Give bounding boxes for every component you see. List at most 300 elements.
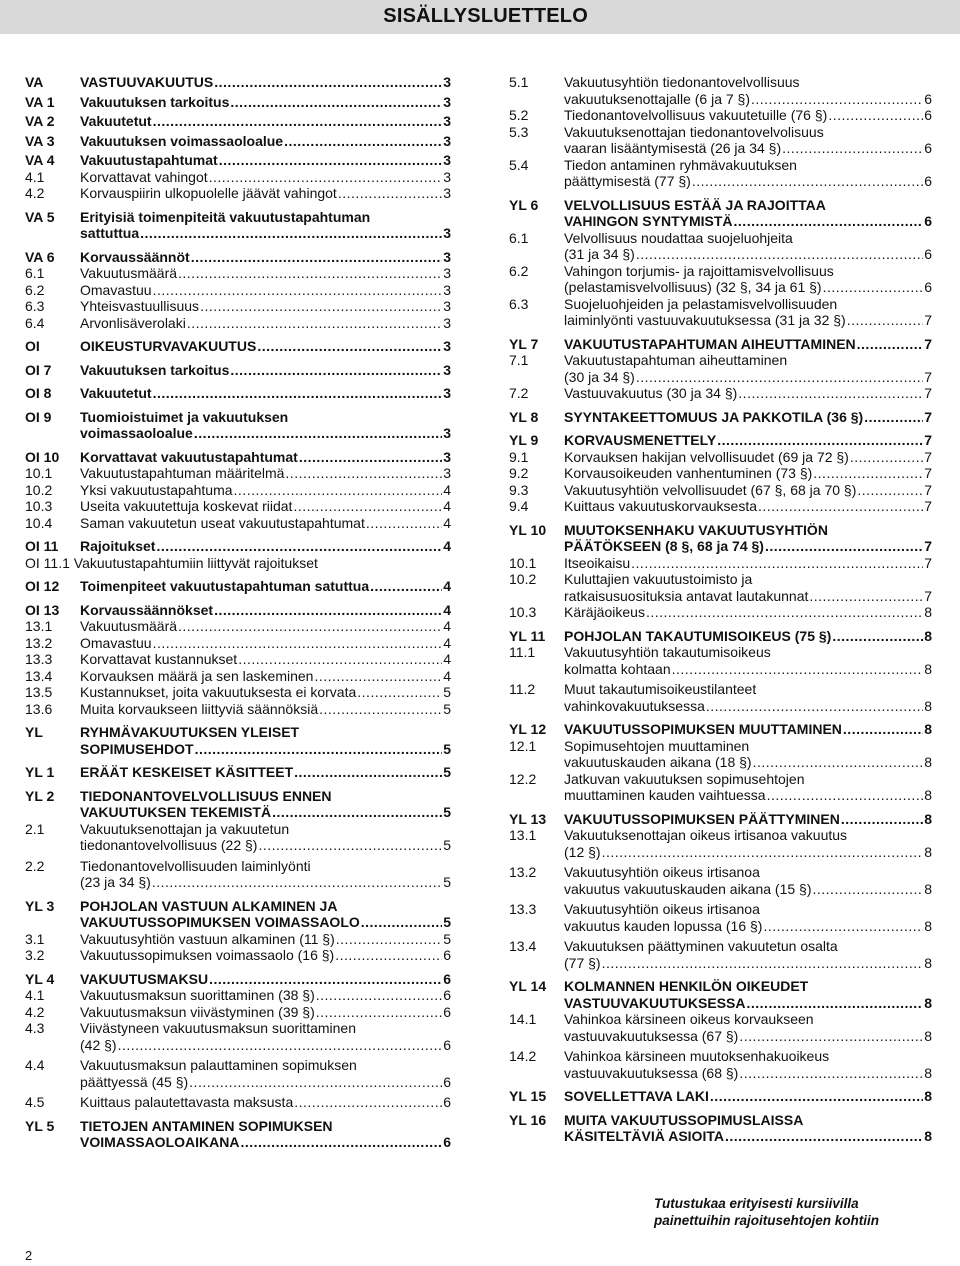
toc-text: Korvauksen hakijan velvollisuudet (69 ja 72 §) — [564, 448, 849, 465]
toc-entry — [509, 157, 932, 190]
dot-leader — [200, 298, 442, 315]
dot-leader — [314, 668, 442, 685]
toc-page-number: 6 — [443, 1094, 451, 1110]
toc-text: Vakuutetut — [80, 385, 152, 401]
toc-number: 10.3 — [509, 604, 537, 620]
toc-text: laiminlyönti vastuuvakuutuksessa (31 ja 32 §) — [564, 312, 846, 328]
toc-page-number: 8 — [924, 954, 932, 971]
dot-leader — [843, 721, 923, 738]
dot-leader — [230, 362, 442, 379]
toc-text: Vakuutustapahtumat — [80, 152, 218, 168]
toc-number: VA 2 — [25, 113, 55, 129]
toc-page-number: 3 — [443, 448, 451, 465]
toc-number: 13.2 — [509, 864, 537, 880]
dot-leader — [178, 618, 442, 635]
dot-leader — [828, 107, 923, 124]
dot-leader — [294, 764, 442, 781]
toc-text: tiedonantovelvollisuus (22 §) — [80, 837, 258, 853]
toc-entry — [509, 1088, 932, 1105]
toc-text: päättymisestä (77 §) — [564, 173, 691, 189]
toc-text: VAKUUTUSMAKSU — [80, 970, 209, 987]
toc-page-number: 5 — [443, 804, 451, 820]
dot-leader — [357, 684, 442, 701]
toc-page-number: 4 — [443, 538, 451, 554]
toc-number: 13.3 — [509, 901, 537, 917]
toc-text: Rajoitukset — [80, 538, 156, 554]
toc-text: Vakuutuksen päättyminen vakuutetun osalta — [564, 938, 838, 954]
dot-leader — [299, 449, 442, 466]
toc-entry — [25, 1094, 451, 1111]
toc-entry — [509, 938, 932, 971]
dot-leader — [631, 555, 923, 572]
toc-page-number: 6 — [443, 1003, 451, 1020]
toc-page-number: 6 — [924, 140, 932, 156]
toc-page-number: 4 — [443, 601, 451, 618]
toc-entry — [25, 668, 451, 685]
toc-page-number: 3 — [443, 185, 451, 201]
toc-page-number: 3 — [443, 425, 451, 441]
dot-leader — [257, 338, 442, 355]
toc-page-number: 5 — [443, 700, 451, 717]
toc-entry — [25, 651, 451, 668]
toc-page-number: 6 — [443, 1036, 451, 1053]
dot-leader — [602, 955, 924, 972]
toc-text: Vakuutusyhtiön takautumisoikeus — [564, 644, 771, 660]
toc-page-number: 8 — [924, 1128, 932, 1144]
toc-page-number: 4 — [443, 514, 451, 531]
toc-text: Vakuutustapahtuman aiheuttaminen — [564, 352, 788, 368]
toc-text: SOVELLETTAVA LAKI — [564, 1088, 709, 1104]
dot-leader — [841, 811, 923, 828]
dot-leader — [118, 1037, 443, 1054]
toc-text: VAKUUTUSTAPAHTUMAN AIHEUTTAMINEN — [564, 335, 856, 352]
toc-page-number: 3 — [443, 74, 451, 90]
toc-text: vastuuvakuutuksessa (67 §) — [564, 1027, 739, 1044]
toc-entry — [509, 522, 932, 555]
dot-leader — [238, 651, 442, 668]
toc-text: vahinkovakuutuksessa — [564, 697, 705, 714]
dot-leader — [209, 169, 443, 186]
toc-page-number: 8 — [924, 754, 932, 770]
toc-page-number: 3 — [443, 465, 451, 481]
dot-leader — [156, 538, 442, 555]
toc-page-number: 8 — [924, 660, 932, 677]
toc-text: Vakuutustapahtumiin liittyvät rajoitukset — [73, 554, 318, 571]
toc-number: 2.2 — [25, 857, 45, 874]
dot-leader — [857, 482, 923, 499]
toc-text: Käräjäoikeus — [564, 604, 645, 620]
toc-entry — [509, 336, 932, 353]
toc-number: 9.1 — [509, 448, 529, 465]
toc-text: Omavastuu — [80, 634, 152, 651]
toc-text: ratkaisusuosituksia antavat lautakunnat — [564, 587, 809, 604]
toc-page-number: 7 — [924, 587, 932, 604]
toc-left-column — [25, 74, 451, 1151]
toc-text: ERÄÄT KESKEISET KÄSITTEET — [80, 764, 294, 780]
toc-page-number: 7 — [924, 448, 932, 465]
toc-text: Velvollisuus noudattaa suojeluohjeita — [564, 229, 793, 246]
toc-entry — [25, 515, 451, 532]
toc-number: 13.4 — [25, 667, 53, 684]
dot-leader — [153, 635, 443, 652]
toc-number: 13.5 — [25, 684, 53, 700]
toc-number: VA — [25, 74, 44, 90]
toc-page-number: 3 — [443, 168, 451, 185]
toc-entry — [509, 811, 932, 828]
dot-leader — [335, 947, 442, 964]
toc-number: YL 7 — [509, 335, 539, 352]
toc-page-number: 4 — [443, 651, 451, 667]
toc-text: (77 §) — [564, 954, 601, 971]
toc-page-number: 8 — [924, 627, 932, 644]
dot-leader — [672, 661, 924, 678]
toc-text: Korvauksen määrä ja sen laskeminen — [80, 667, 314, 684]
toc-entry — [25, 947, 451, 964]
toc-text: Korvattavat vahingot — [80, 168, 208, 185]
toc-number: 3.2 — [25, 947, 45, 963]
toc-entry — [25, 618, 451, 635]
toc-number: 4.1 — [25, 168, 45, 185]
toc-number: OI — [25, 338, 40, 354]
toc-number: OI 11 — [25, 538, 59, 554]
toc-text: päättyessä (45 §) — [80, 1073, 189, 1090]
toc-page-number: 3 — [443, 113, 451, 129]
toc-number: 5.4 — [509, 156, 529, 173]
toc-number: YL 16 — [509, 1111, 547, 1128]
toc-entry — [25, 555, 451, 572]
toc-text: Vakuutusmaksun suorittaminen (38 §) — [80, 987, 315, 1003]
toc-page-number: 7 — [924, 465, 932, 481]
toc-number: 4.1 — [25, 987, 45, 1003]
toc-number: VA 6 — [25, 248, 55, 265]
toc-text: Tiedonantovelvollisuus vakuutetuille (76 §) — [564, 107, 828, 123]
toc-text: Vakuutusmäärä — [80, 265, 178, 281]
dot-leader — [187, 315, 442, 332]
toc-entry — [509, 107, 932, 124]
toc-number: 4.5 — [25, 1094, 45, 1110]
toc-text: sattuttua — [80, 225, 140, 241]
toc-page-number: 8 — [924, 1064, 932, 1081]
toc-number: OI 10 — [25, 448, 60, 465]
dot-leader — [361, 914, 442, 931]
toc-entry — [509, 385, 932, 402]
dot-leader — [195, 741, 443, 758]
toc-text: vastuuvakuutuksessa (68 §) — [564, 1064, 739, 1081]
toc-entry — [25, 209, 451, 242]
toc-text: Omavastuu — [80, 281, 152, 298]
toc-text: Tiedonantovelvollisuuden laiminlyönti — [80, 857, 311, 874]
toc-text: Useita vakuutettuja koskevat riidat — [80, 498, 293, 514]
toc-text: MUITA VAKUUTUSSOPIMUSLAISSA — [564, 1111, 804, 1128]
toc-number: 4.4 — [25, 1057, 45, 1073]
dot-leader — [178, 265, 442, 282]
dot-leader — [710, 1088, 923, 1105]
toc-number: VA 5 — [25, 208, 55, 225]
dot-leader — [832, 628, 923, 645]
dot-leader — [782, 140, 923, 157]
dot-leader — [813, 881, 924, 898]
toc-entry — [509, 432, 932, 449]
toc-entry — [25, 298, 451, 315]
dot-leader — [706, 698, 923, 715]
toc-number: 11.1 — [509, 644, 536, 660]
toc-page-number: 8 — [924, 1027, 932, 1044]
toc-number: YL 10 — [509, 521, 547, 538]
toc-number: 4.3 — [25, 1020, 45, 1036]
toc-number: YL 9 — [509, 432, 539, 448]
toc-number: 12.2 — [509, 770, 537, 787]
toc-text: Vakuutusmäärä — [80, 618, 178, 634]
dot-leader — [194, 425, 442, 442]
toc-page-number: 5 — [443, 874, 451, 890]
toc-entry — [25, 788, 451, 821]
toc-page-number: 5 — [443, 837, 451, 853]
toc-text: Vakuutuksen tarkoitus — [80, 361, 230, 378]
toc-entry — [25, 133, 451, 150]
toc-page-number: 4 — [443, 667, 451, 684]
dot-leader — [293, 498, 442, 515]
page-title: SISÄLLYSLUETTELO — [383, 5, 588, 27]
dot-leader — [758, 498, 923, 515]
toc-text: Korvaussäännökset — [80, 601, 214, 618]
dot-leader — [809, 588, 923, 605]
toc-page-number: 7 — [924, 498, 932, 514]
toc-text: POHJOLAN TAKAUTUMISOIKEUS (75 §) — [564, 627, 832, 644]
toc-text: Vakuutusyhtiön tiedonantovelvollisuus — [564, 74, 800, 90]
toc-page-number: 8 — [924, 843, 932, 860]
toc-page-number: 5 — [443, 740, 451, 757]
toc-text: (31 ja 34 §) — [564, 246, 635, 262]
toc-entry — [25, 858, 451, 891]
toc-page-number: 3 — [443, 385, 451, 401]
toc-page-number: 7 — [924, 408, 932, 425]
toc-page-number: 7 — [924, 481, 932, 498]
dot-leader — [214, 74, 442, 91]
toc-text: Kuittaus palautettavasta maksusta — [80, 1094, 294, 1110]
toc-text: muuttaminen kauden vaihtuessa — [564, 787, 766, 803]
toc-number: 6.2 — [509, 262, 529, 279]
toc-number: 6.3 — [509, 295, 529, 312]
dot-leader — [370, 578, 442, 595]
toc-number: 13.6 — [25, 700, 53, 717]
note-line: painettuihin rajoitusehtojen kohtiin — [654, 1212, 879, 1228]
toc-entry — [25, 578, 451, 595]
toc-entry-inline — [25, 555, 451, 572]
dot-leader — [692, 173, 923, 190]
toc-text: Viivästyneen vakuutusmaksun suorittaminen — [80, 1020, 357, 1036]
dot-leader — [823, 279, 924, 296]
toc-number: 3.1 — [25, 930, 45, 947]
toc-text: Erityisiä toimenpiteitä vakuutustapahtuman — [80, 208, 371, 225]
toc-number: OI 13 — [25, 601, 60, 618]
toc-text: Vakuutuksenottajan ja vakuutetun — [80, 820, 290, 837]
toc-number: 14.1 — [509, 1011, 537, 1027]
toc-text: Yhteisvastuullisuus — [80, 298, 200, 314]
toc-text: Vahingon torjumis- ja rajoittamisvelvollisuus — [564, 262, 834, 279]
toc-page-number: 4 — [443, 481, 451, 498]
toc-text: Vakuutusyhtiön oikeus irtisanoa — [564, 864, 760, 880]
toc-page-number: 8 — [924, 880, 932, 897]
toc-number: 5.2 — [509, 107, 529, 123]
toc-page-number: 6 — [924, 213, 932, 229]
toc-number: 4.2 — [25, 185, 45, 201]
toc-text: Sopimusehtojen muuttaminen — [564, 737, 750, 754]
toc-page-number: 3 — [443, 152, 451, 168]
toc-text: vakuutus vakuutuskauden aikana (15 §) — [564, 880, 812, 897]
toc-number: YL 5 — [25, 1117, 55, 1134]
toc-text: MUUTOKSENHAKU VAKUUTUSYHTIÖN — [564, 521, 828, 538]
toc-text: Arvonlisäverolaki — [80, 314, 186, 331]
toc-text: (30 ja 34 §) — [564, 368, 635, 385]
toc-number: YL 6 — [509, 196, 539, 213]
toc-entry — [509, 628, 932, 645]
toc-entry — [25, 94, 451, 111]
dot-leader — [209, 971, 442, 988]
toc-entry — [25, 724, 451, 757]
toc-text: vakuutus kauden lopussa (16 §) — [564, 917, 763, 934]
toc-text: VAKUUTUSSOPIMUKSEN MUUTTAMINEN — [564, 721, 842, 737]
toc-entry — [25, 362, 451, 379]
toc-text: Vakuutusyhtiön vastuun alkaminen (11 §) — [80, 930, 335, 947]
toc-entry — [509, 604, 932, 621]
toc-page-number: 6 — [443, 987, 451, 1003]
dot-leader — [258, 837, 442, 854]
toc-entry — [25, 338, 451, 355]
toc-page-number: 3 — [443, 248, 451, 265]
toc-text: (23 ja 34 §) — [80, 874, 151, 890]
toc-number: 13.1 — [509, 827, 537, 843]
toc-number: 14.2 — [509, 1048, 537, 1064]
toc-number: YL — [25, 724, 43, 740]
toc-text: Yksi vakuutustapahtuma — [80, 481, 233, 498]
toc-text: Vakuutuksenottajan tiedonantovelvolisuus — [564, 123, 824, 140]
toc-entry — [25, 482, 451, 499]
toc-number: 10.4 — [25, 514, 53, 531]
dot-leader — [284, 133, 442, 150]
dot-leader — [602, 844, 924, 861]
toc-page-number: 3 — [443, 361, 451, 378]
toc-entry — [509, 571, 932, 604]
toc-number: OI 9 — [25, 408, 52, 425]
toc-text: Vakuutusmaksun viivästyminen (39 §) — [80, 1003, 315, 1020]
note-line: Tutustukaa erityisesti kursiivilla — [654, 1196, 859, 1211]
toc-number: 4.2 — [25, 1003, 45, 1020]
toc-page-number: 7 — [924, 368, 932, 385]
toc-text: Jatkuvan vakuutuksen sopimusehtojen — [564, 770, 805, 787]
dot-leader — [813, 465, 923, 482]
toc-text: Muut takautumisoikeustilanteet — [564, 681, 757, 697]
toc-page-number: 8 — [924, 994, 932, 1011]
toc-page-number: 7 — [924, 432, 932, 448]
dot-leader — [738, 385, 923, 402]
restriction-note — [654, 1196, 879, 1229]
dot-leader — [739, 1028, 923, 1045]
toc-entry — [25, 249, 451, 266]
toc-page-number: 3 — [443, 132, 451, 149]
toc-number: 11.2 — [509, 681, 536, 697]
toc-page-number: 3 — [443, 265, 451, 281]
toc-page-number: 8 — [924, 1088, 932, 1104]
toc-number: 6.4 — [25, 314, 45, 331]
toc-page-number: 6 — [443, 947, 451, 963]
toc-text: Vakuutuksen tarkoitus — [80, 93, 230, 110]
toc-text: Vastuuvakuutus (30 ja 34 §) — [564, 385, 738, 401]
toc-page-number: 7 — [924, 538, 932, 554]
toc-entry — [509, 827, 932, 860]
toc-entry — [509, 738, 932, 771]
toc-entry — [25, 602, 451, 619]
dot-leader — [219, 152, 443, 169]
toc-text: vakuutuskauden aikana (18 §) — [564, 754, 752, 770]
dot-leader — [316, 987, 442, 1004]
dot-leader — [153, 385, 443, 402]
toc-number: OI 7 — [25, 361, 52, 378]
toc-entry — [509, 498, 932, 515]
toc-number: YL 14 — [509, 978, 547, 994]
toc-entry — [25, 498, 451, 515]
toc-text: Vakuutussopimuksen voimassaolo (16 §) — [80, 947, 335, 963]
toc-entry — [509, 1112, 932, 1145]
toc-number: 6.2 — [25, 281, 45, 298]
toc-text: Tiedon antaminen ryhmävakuutuksen — [564, 156, 797, 173]
toc-right-column — [509, 74, 932, 1145]
toc-text: Kuluttajien vakuutustoimisto ja — [564, 571, 753, 587]
toc-page-number: 7 — [924, 385, 932, 401]
toc-page-number: 4 — [443, 618, 451, 634]
toc-page-number: 5 — [443, 930, 451, 947]
toc-page-number: 8 — [924, 721, 932, 737]
toc-text: Korvaussäännöt — [80, 248, 190, 265]
toc-entry — [509, 124, 932, 157]
dot-leader — [739, 1065, 923, 1082]
toc-number: YL 15 — [509, 1088, 547, 1104]
toc-page-number: 6 — [443, 1073, 451, 1090]
toc-entry — [25, 821, 451, 854]
toc-text: Suojeluohjeiden ja pelastamisvelvollisuuden — [564, 295, 838, 312]
toc-text: kolmatta kohtaan — [564, 660, 671, 677]
toc-number: OI 8 — [25, 385, 52, 401]
toc-text: Vakuutusyhtiön oikeus irtisanoa — [564, 901, 760, 917]
toc-entry — [25, 113, 451, 130]
toc-page-number: 3 — [443, 338, 451, 354]
toc-text: vakuutuksenottajalle (6 ja 7 §) — [564, 90, 750, 107]
toc-text: VASTUUVAKUUTUKSESSA — [564, 994, 746, 1011]
toc-number: 10.2 — [509, 571, 537, 587]
toc-number: YL 4 — [25, 970, 55, 987]
dot-leader — [240, 1134, 442, 1151]
toc-entry — [25, 898, 451, 931]
toc-page-number: 3 — [443, 298, 451, 314]
toc-entry — [25, 449, 451, 466]
toc-entry — [25, 987, 451, 1004]
toc-text: PÄÄTÖKSEEN (8 §, 68 ja 74 §) — [564, 538, 764, 554]
toc-entry — [25, 764, 451, 781]
toc-text: KOLMANNEN HENKILÖN OIKEUDET — [564, 978, 809, 994]
toc-entry — [509, 449, 932, 466]
toc-number: 9.2 — [509, 465, 529, 481]
toc-text: Vahinkoa kärsineen muutoksenhakuoikeus — [564, 1048, 830, 1064]
toc-page-number: 7 — [924, 312, 932, 328]
toc-number: 13.4 — [509, 938, 537, 954]
dot-leader — [864, 409, 923, 426]
toc-page-number: 6 — [924, 107, 932, 123]
toc-entry — [25, 1118, 451, 1151]
toc-entry — [509, 555, 932, 572]
toc-text: voimassaoloalue — [80, 425, 193, 441]
toc-page-number: 8 — [924, 917, 932, 934]
toc-number: 12.1 — [509, 737, 537, 754]
dot-leader — [153, 282, 443, 299]
